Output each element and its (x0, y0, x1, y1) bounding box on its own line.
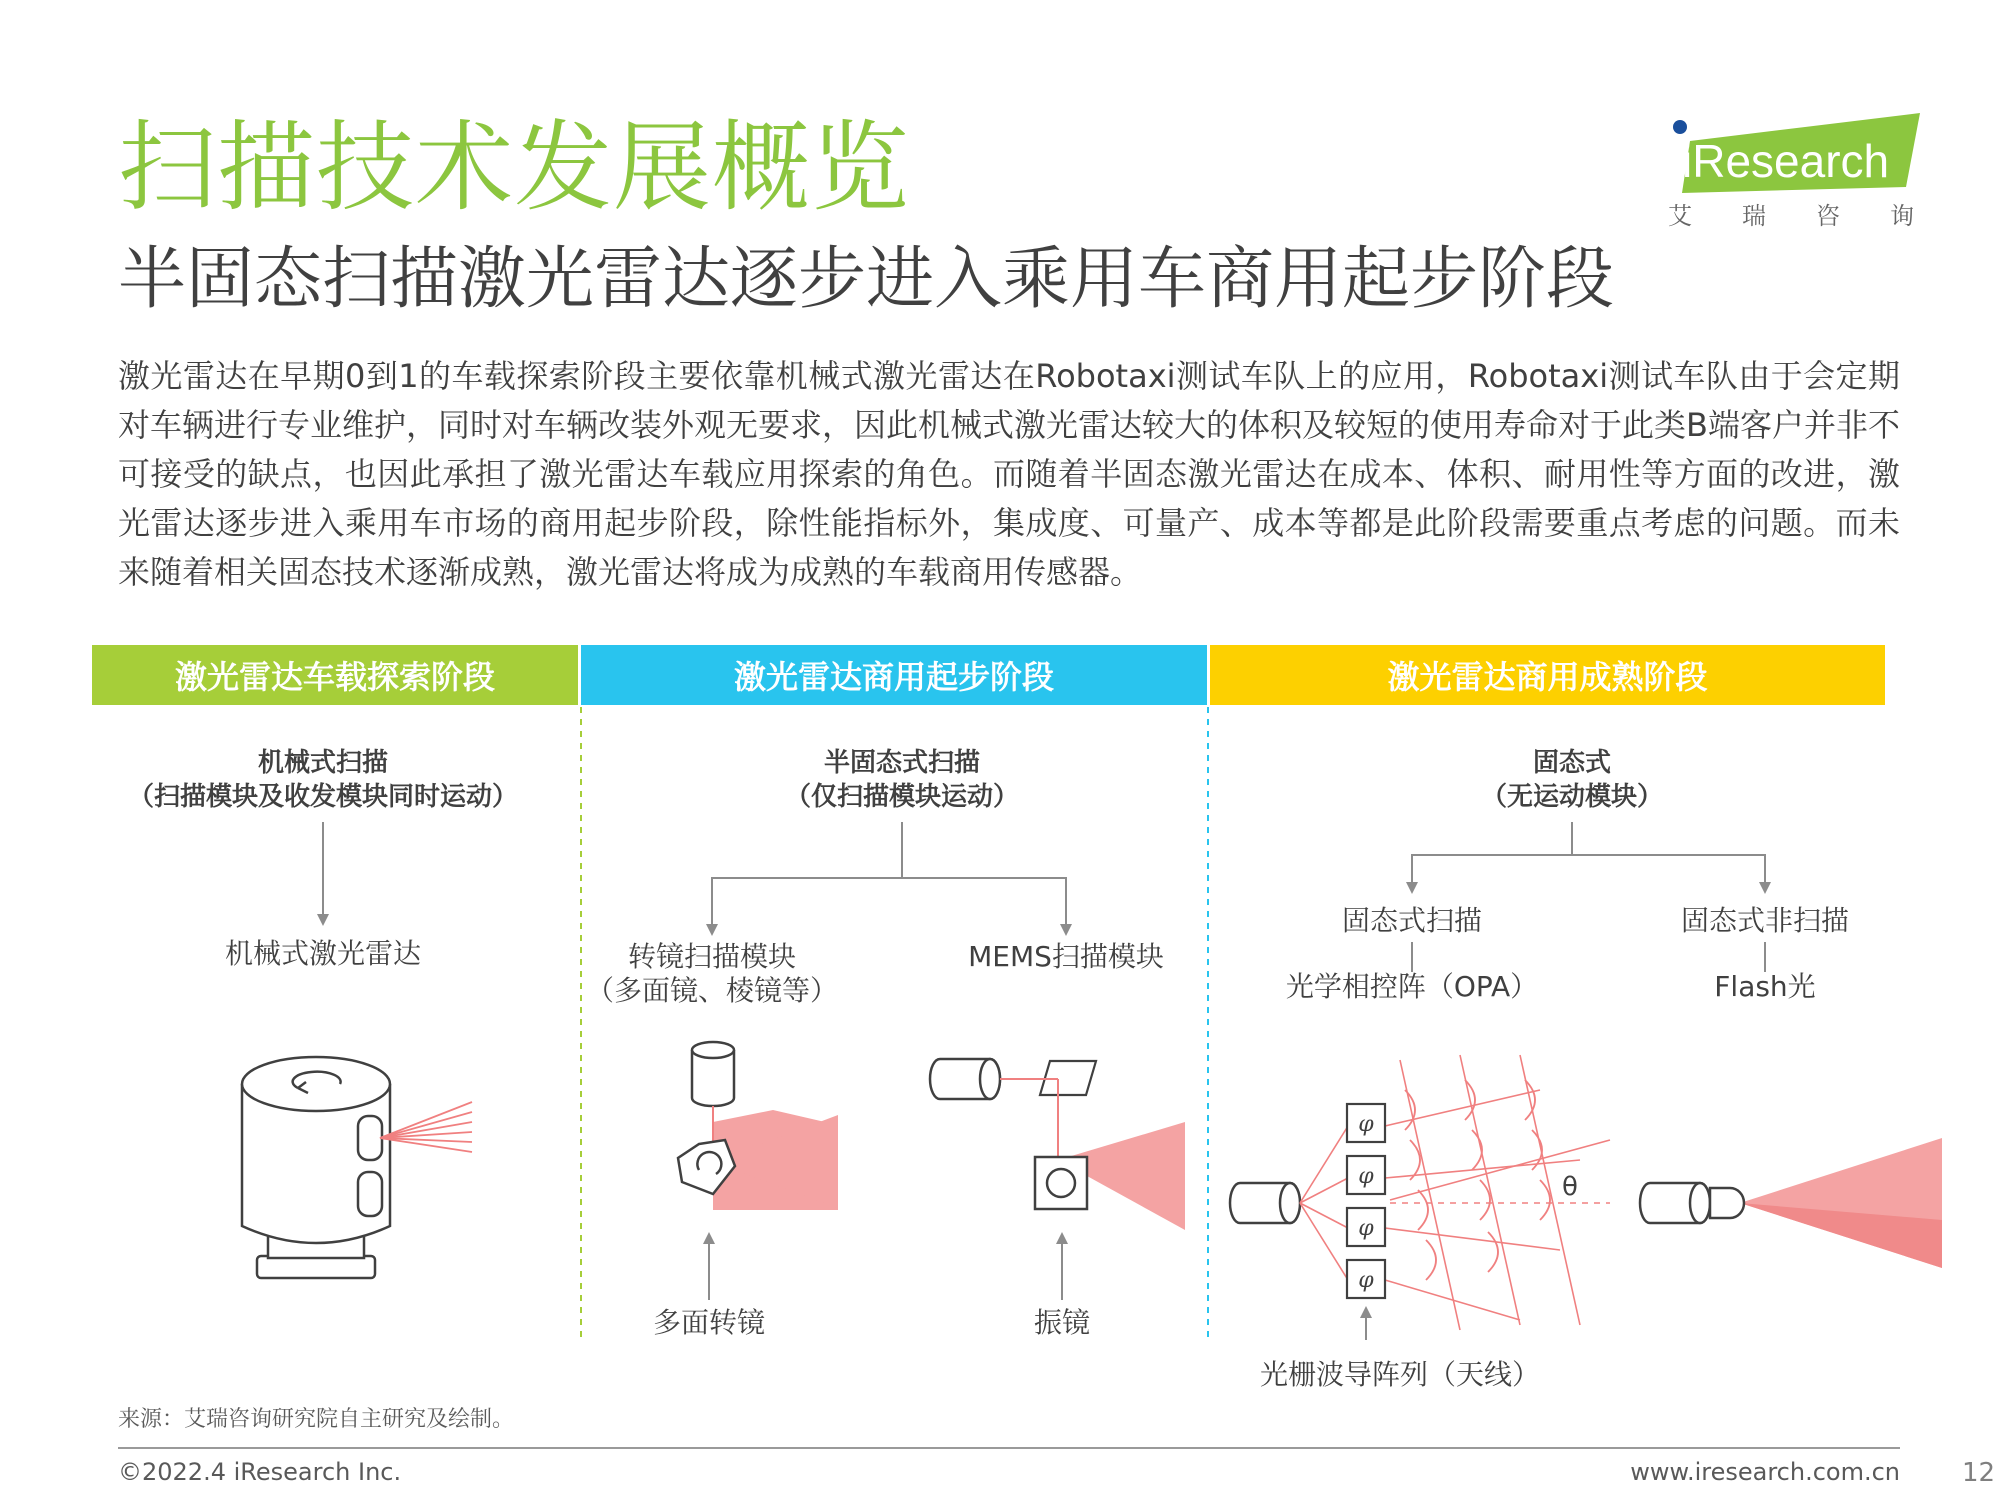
logo-cn-char: 艾 (1668, 202, 1692, 230)
node-title-line: 半固态式扫描 (823, 748, 981, 778)
mechanical-laser-beams (380, 1102, 472, 1152)
solid-non-scan-label: 固态式非扫描 (1680, 904, 1850, 937)
logo-text: iResearch (1682, 135, 1890, 187)
logo-cn-char: 咨 (1816, 202, 1840, 230)
solid-state-tree-connectors (1412, 822, 1765, 972)
semi-solid-scan-node (785, 746, 1019, 814)
mechanical-lidar-label: 机械式激光雷达 (224, 937, 422, 970)
grating-waveguide-label: 光栅波导阵列（天线） (1259, 1358, 1541, 1391)
opa-scanner-icon (1230, 1055, 1610, 1330)
stage-bar-mature: 激光雷达商用成熟阶段 (1210, 645, 1885, 705)
opa-label: 光学相控阵（OPA） (1285, 970, 1539, 1003)
stage-bar-start: 激光雷达商用起步阶段 (581, 645, 1207, 705)
phase-symbol: φ (1358, 1112, 1374, 1137)
node-title-line: （仅扫描模块运动） (784, 782, 1020, 812)
solid-state-node (1481, 746, 1663, 814)
phase-symbol: φ (1358, 1216, 1374, 1241)
mechanical-scan-node (128, 746, 518, 814)
node-title-line: （扫描模块及收发模块同时运动） (127, 782, 519, 812)
logo-cn-char: 询 (1890, 202, 1914, 230)
source-note: 来源：艾瑞咨询研究院自主研究及绘制。 (118, 1407, 515, 1432)
node-title-line: 固态式 (1532, 748, 1612, 778)
polygon-mirror-scanner-icon (678, 1042, 838, 1210)
polygon-mirror-part-label: 多面转镜 (652, 1306, 766, 1339)
website-link[interactable]: www.iresearch.com.cn (1630, 1458, 1900, 1486)
mems-scanner-icon (930, 1059, 1185, 1230)
page-number: 12 (1962, 1458, 1996, 1488)
node-title-line: （无运动模块） (1480, 782, 1664, 812)
label-line: （多面镜、棱镜等） (585, 974, 839, 1007)
semi-solid-tree-connectors (712, 822, 1066, 930)
logo-cn-char: 瑞 (1742, 202, 1766, 230)
page-title: 扫描技术发展概览 (118, 111, 911, 225)
copyright: ©2022.4 iResearch Inc. (118, 1458, 402, 1486)
stage-bar-exploration: 激光雷达车载探索阶段 (92, 645, 578, 705)
page-subtitle: 半固态扫描激光雷达逐步进入乘用车商用起步阶段 (118, 240, 1615, 319)
theta-symbol: θ (1562, 1172, 1578, 1202)
intro-paragraph: 激光雷达在早期0到1的车载探索阶段主要依靠机械式激光雷达在Robotaxi测试车队上的应用，Robotaxi测试车队由于会定期对车辆进行专业维护，同时对车辆改装外观无要求，因此机械式激光雷达较大的体积及较短的使用寿命对于此类B端客户并非不可接受的缺点，也因此承担了激光雷达车载应用探索的角色。而随着半固态激光雷达在成本、体积、耐用性等方面的改进，激光雷达逐步进入乘用车市场的商用起步阶段，除性能指标外，集成度、可量产、成本等都是此阶段需要重点考虑的问题。而未来随着相关固态技术逐渐成熟，激光雷达将成为成熟的车载商用传感器。 (118, 357, 1900, 591)
polygon-scan-module-label (586, 940, 838, 1008)
mechanical-lidar-icon (242, 1057, 390, 1278)
mems-scan-module-label: MEMS扫描模块 (968, 940, 1164, 973)
phase-symbol: φ (1358, 1164, 1374, 1189)
flash-label: Flash光 (1714, 970, 1816, 1003)
node-title-line: 机械式扫描 (257, 748, 389, 778)
label-line: 转镜扫描模块 (627, 940, 797, 973)
solid-scan-label: 固态式扫描 (1341, 904, 1483, 937)
galvo-mirror-part-label: 振镜 (1033, 1306, 1091, 1339)
phase-symbol: φ (1358, 1268, 1374, 1293)
flash-lidar-icon (1640, 1138, 1942, 1268)
footer-divider (118, 1447, 1900, 1449)
